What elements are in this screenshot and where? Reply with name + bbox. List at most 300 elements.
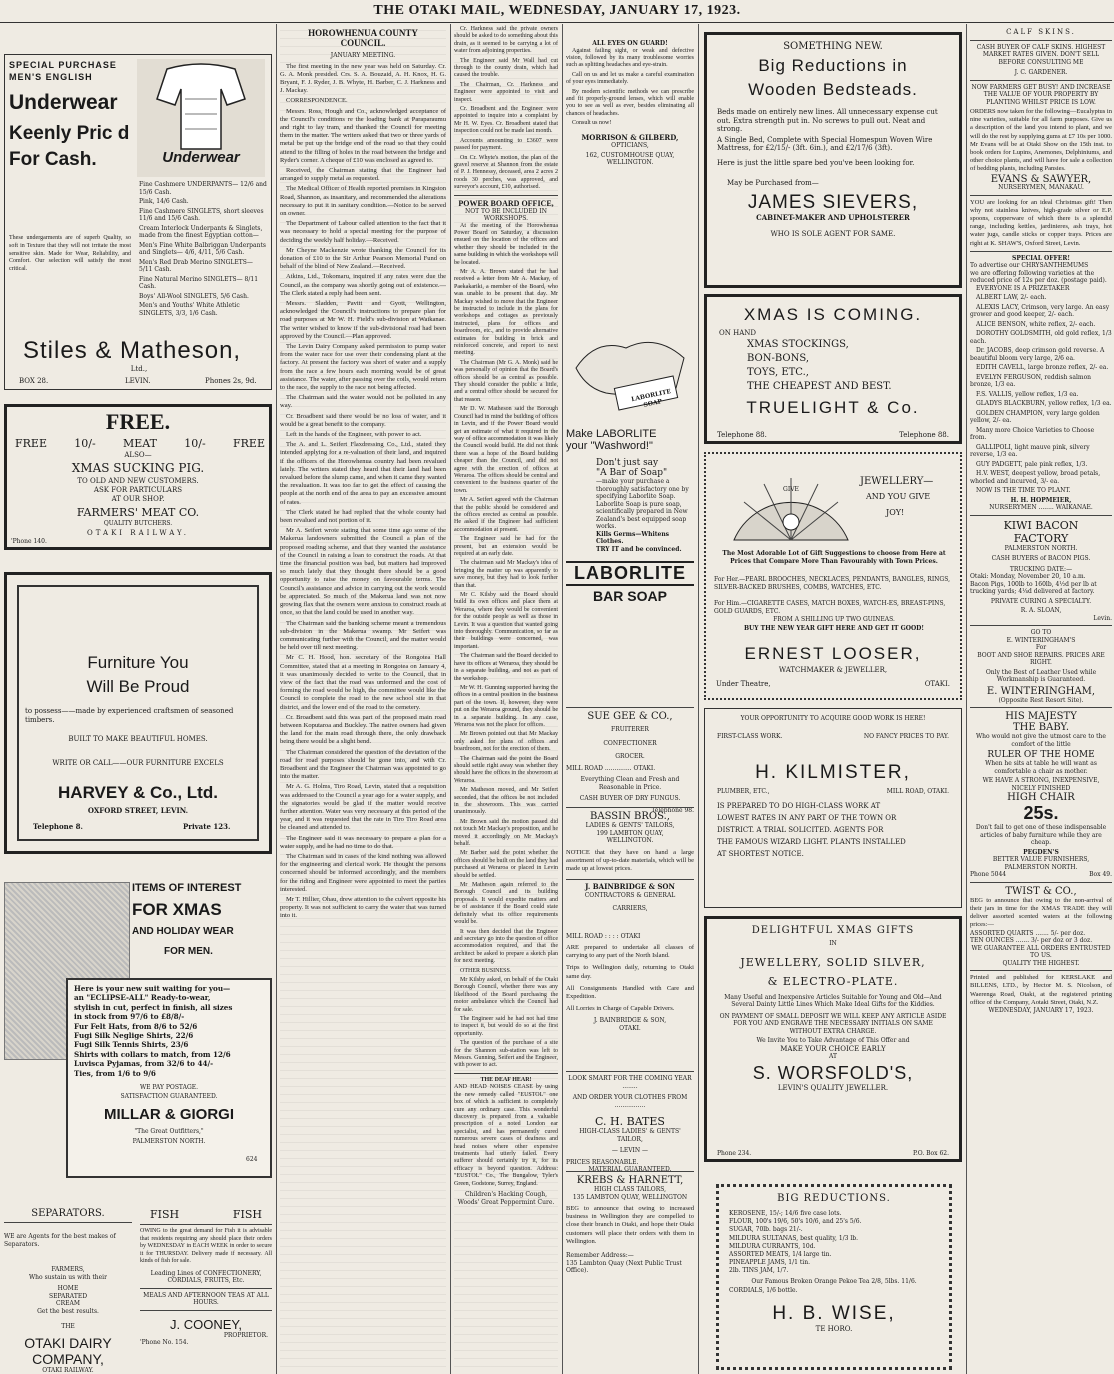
address: OXFORD STREET, LEVIN. — [87, 806, 189, 815]
soap-label: LABORLITE SOAP — [630, 387, 672, 409]
bainbridge-ad — [566, 876, 694, 1032]
paragraph: EVELYN FERGUSON, reddish salmon bronze, 1/3 ea. — [970, 373, 1092, 389]
ad-text: Here is just the little spare bed you've been looking for. — [717, 158, 915, 167]
variety-list — [970, 285, 1112, 495]
ad-headline: THE BABY. — [1012, 722, 1070, 734]
article-headline: THE DEAF HEAR! — [480, 1076, 532, 1083]
list-item: Fine Cashmere SINGLETS, short sleeves 11/6 and 15/6 Cash. — [139, 207, 264, 222]
ad-text: YOU are looking for an ideal Christmas gift! Then why not stainless knives, high-grade silver or E.P. spoons, copperware of which there is a splendid range, including kettles, jardinieres, ash trays, hot water jugs, candle sticks or copper trays. Prices are right at K. SHAW'S, Oxford Street, Levin. — [970, 198, 1112, 247]
firm-name: R. A. SLOAN, — [1020, 607, 1062, 615]
paragraph: Mr Brown pointed out that Mr Mackay only asked for plans of offices and boardroom, not for the erection of them. — [454, 731, 558, 753]
paragraph: EDITH CAVELL, large bronze reflex, 2/- ea. — [976, 364, 1109, 372]
ad-text: YOUR OPPORTUNITY TO ACQUIRE GOOD WORK IS HERE! — [740, 715, 926, 722]
paragraph: The Engineer said he had for the present, but an extension would be required at an early date. — [454, 536, 558, 557]
mens-wear-list — [66, 978, 272, 1178]
ad-text: BOOT AND SHOE REPAIRS. PRICES ARE RIGHT. — [977, 651, 1105, 667]
paragraph: EVERYONE IS A PRIZETAKER — [976, 284, 1070, 292]
paragraph: F.S. VALLIS, yellow reflex, 1/3 ea. — [976, 390, 1079, 398]
paragraph: Messrs. Ross, Hough and Co., acknowledged acceptance of the Council's conditions re the loading bank at Paraparaumu and right to lay tram, and thanked the Council for meeting them in the matter. The writers asked that two or three yards of metal be put up the bridge end of the road so that they could attend to the filling of holes in the road between the bridge and Ryder's corner. A cheque of £10 was enclosed as agreed to. — [280, 107, 446, 164]
article-body — [280, 63, 446, 921]
column-rule — [966, 24, 967, 1374]
ad-text: Many Useful and Inexpensive Articles Suitable for Young and Old—And Several Dainty Little Lines Which Make Ideal Gifts for the Kiddies. — [724, 993, 942, 1008]
column-4 — [566, 24, 694, 1374]
free-row — [15, 437, 265, 450]
paragraph: The Department of Labour called attention to the fact that it was necessary to hold a special meeting for the purpose of deciding the weekly half holiday.—Received. — [280, 220, 446, 244]
box-number: BOX 28. — [19, 377, 49, 385]
paragraph: By modern scientific methods we can prescribe and fit properly-ground lenses, which will enable you to see as well as ever, besides eliminating all chances of headaches. — [566, 88, 694, 117]
looser-ad — [704, 452, 962, 700]
ad-headline: Make LABORLITE — [566, 428, 657, 440]
town: OTAKI. — [924, 680, 950, 688]
town: LEVIN. — [125, 377, 151, 385]
ad-text: SEPARATED — [48, 1292, 88, 1300]
ad-title: FREE. — [105, 409, 171, 434]
price-item: ASSORTED MEATS, 1/4 large tin. — [729, 1251, 832, 1259]
ad-title: Will Be Proud — [86, 677, 190, 696]
ad-text: Beds made on entirely new lines. All unnecessary expense cut out. Extra strength put in. No screws to pull out. Neat and strong. — [717, 108, 938, 133]
ad-text: Otaki: Monday, November 20, 10 a.m. — [970, 573, 1086, 581]
firm-name: H. KILMISTER, — [755, 762, 911, 783]
firm-sub: HIGH CLASS TAILORS, — [593, 1186, 667, 1193]
firm-name: ERNEST LOOSER, — [744, 644, 922, 663]
free-label: FREE — [233, 437, 265, 450]
phones: Phones 2s, 9d. — [205, 377, 257, 385]
list-item: Men's Red Drab Merino SINGLETS— 5/11 Cash. — [139, 258, 253, 273]
town: TE HORO. — [815, 1324, 853, 1333]
ad-text: FROM A SHILLING UP TWO GUINEAS. — [773, 616, 895, 623]
truelight-ad — [704, 294, 962, 444]
bassin-ad — [566, 804, 694, 873]
ad-text: Trips to Wellington daily, returning to Otaki same day. — [566, 964, 694, 980]
list-item: Fugi Silk Tennis Shirts, 23/6 — [74, 1040, 189, 1050]
firm-name: SUE GEE & CO., — [587, 711, 673, 722]
paragraph: Mr Brown said the motion passed did not touch Mr Mackay's proposition, and he moved it accordingly on Mr Mackay's behalf. — [454, 818, 558, 848]
ad-headline: KIWI BACON — [1003, 518, 1079, 532]
ad-text: May be Purchased from— — [727, 179, 819, 187]
firm-name: TWIST & CO., — [1005, 885, 1077, 897]
ad-text: —make your purchase a thoroughly satisfactory one by specifying Laborlite Soap. Laborlite Soap is pure soap, scientifically prepared in New Zealand's best equipped soap works. — [596, 478, 689, 530]
paragraph: NOW IS THE TIME TO PLANT. — [976, 487, 1071, 495]
list-item: Fugi Silk Neglige Shirts, 22/6 — [74, 1031, 194, 1041]
firm-name: J. COONEY, — [169, 1316, 242, 1332]
price-item: 2lb. TINS JAM, 1/7. — [729, 1267, 789, 1275]
paragraph: The chairman said Mr Mackay's idea of bringing the matter up was apparently to save money, but they had to look further than that. — [454, 560, 558, 589]
paragraph: Accounts amounting to £3607 were passed for payment. — [454, 137, 558, 152]
firm-name: H. B. WISE, — [772, 1302, 896, 1324]
ad-text: AT — [828, 1053, 837, 1060]
paragraph: ALBERT LAW, 2/- each. — [976, 294, 1047, 302]
underwear-illustration — [137, 59, 265, 177]
list-item: BON-BONS, — [747, 352, 810, 364]
list-item: Here is your new suit waiting for you— — [74, 984, 231, 993]
paragraph: ALICE BENSON, white reflex, 2/- each. — [976, 320, 1096, 328]
ad-headline: & ELECTRO-PLATE. — [767, 974, 899, 988]
paragraph: Atkins, Ltd., Tokomaru, inquired if any rates were due the Council, as the company was shortly going out of existence.—The Clerk stated a reply had been sent. — [280, 273, 446, 297]
ad-text: CORDIALS, 1/6 bottle. — [729, 1287, 798, 1295]
ad-text: IS PREPARED TO DO HIGH-CLASS WORK AT — [717, 801, 881, 810]
firm-sub: CONTRACTORS & GENERAL — [584, 891, 676, 899]
price-item: KEROSENE, 15/-; 14/6 five case lots. — [729, 1210, 842, 1217]
underwear-ad — [4, 54, 272, 390]
paragraph: The Chairman (Mr G. A. Monk) said he was personally of opinion that the Board's offices should be as central as possible. They should consider the public a little, and a central office should be secured for that reason. — [454, 359, 558, 403]
ad-title: SEPARATORS. — [31, 1208, 105, 1219]
ad-text: Kills Germs—Whitens Clothes. — [596, 530, 670, 545]
free-meat-ad — [4, 404, 272, 550]
ad-headline: HIS MAJESTY — [1005, 711, 1077, 723]
firm-name: H. H. HOPMEIER, — [1010, 496, 1072, 504]
krebs-ad — [566, 1168, 694, 1275]
town: Levin. — [1093, 614, 1112, 622]
paragraph: Messrs. Sladden, Pavitt and Gyott, Wellington, acknowledged the Council's instructions to prepare plan for road purposes at Mr W. H. Field's sub-division at Waikanae. The writer wished to know if the sub-divisional road had been approved by the Council.—Plan approved. — [280, 299, 446, 340]
article-subhead: NOT TO BE INCLUDED IN WORKSHOPS. — [464, 207, 548, 223]
ad-headline: FACTORY — [1013, 531, 1069, 545]
place: PALMERSTON NORTH. — [1004, 544, 1078, 552]
paragraph: Mr Kilsby asked, on behalf of the Otaki Borough Council, whether there was any likelihood of the Board purchasing the motor ambulance which the Council had for sale. — [454, 976, 558, 1013]
price-item: MILDURA SULTANAS, best quality, 1/3 lb. — [729, 1234, 859, 1242]
ad-headline: For Cash. — [9, 149, 97, 170]
ad-text: CONFECTIONER — [603, 739, 657, 747]
ad-text: FARMERS, — [51, 1266, 85, 1273]
ad-text: FRUITERER — [611, 726, 649, 733]
ad-text: Don't fail to get one of these indispensable articles of baby furniture while they are cheap. — [975, 824, 1107, 847]
column-rule — [276, 24, 277, 1374]
ad-text: Remember Address:— — [566, 1252, 634, 1260]
town: — LEVIN — — [611, 1147, 649, 1154]
meat-label: MEAT — [123, 437, 157, 450]
paragraph: The Chairman said the water would not be polluted in any way. — [280, 394, 446, 410]
paragraph: Mr D. W. Matheson said the Borough Council had in mind the building of offices in Levin, and if the Power Board would get an estimate of what it required in the way of office accommodation it was likely the Council would build. He did not think there was a hope of the Board building cheaper than the Council, and did not agree with the erection of offices at Weraroa. The offices should be central and convenient to the business quarter of the town. — [454, 406, 558, 494]
paragraph: Mr C. H. Hood, hon. secretary of the Rongotea Hall Committee, stated that at a meeting in Rongotea on January 4, it was unanimously decided to write to the Council, that in view of the fact that the road was unformed and the cost of forming the road would be high, the committee would like the Council to complete the road to the new school site in that district, and the lower end of the road to the cemetery. — [280, 654, 446, 711]
list-item: an "ECLIPSE-ALL" Ready-to-wear, — [74, 993, 211, 1003]
paragraph: The A. and L. Seifert Flaxdressing Co., Ltd., stated they intended applying for a re-valuation of their land, and inquired if the officers of the Horowhenua country had been revalued lately. The writers stated they heard that their land had been revalued before the slump came, and when it came they wanted the revaluation. It was too far to get the effect of causing the people at the north end of the area to pay an excessive amount of rates. — [280, 441, 446, 506]
paragraph: Mr A. A. Brown stated that he had received a letter from Mr A. Mackay, of Paekakariki, a member of the Board, who was unable to be present that day. Mr Mackay wished to move that the Engineer be instructed to include in the plans for workshops and cottages as previously instructed, plans for offices and boardroom, etc., and to provide alternative estimates for building in brick and reinforced concrete, and report to next meeting. — [454, 268, 558, 357]
ad-text: MATERIAL GUARANTEED. — [588, 1166, 672, 1173]
paragraph: The Medical Officer of Health reported premises in Kingston Road, Shannon, as insanitary, and recommended the alterations necessary to put it in sanitary condition.—Notice to be served on owner. — [280, 185, 446, 217]
paragraph: Left in the hands of the Engineer, with power to act. — [286, 431, 422, 439]
ad-text: BUY THE NEW YEAR GIFT HERE AND GET IT GOOD! — [743, 625, 925, 632]
ad-line: MEN'S ENGLISH — [9, 72, 93, 82]
laborlite-ad — [566, 328, 694, 690]
address: MILL ROAD, OTAKI. — [886, 788, 949, 795]
address: Under Theatre, — [716, 680, 771, 688]
firm-sub: QUALITY BUTCHERS. — [103, 520, 173, 527]
price-item: FLOUR, 100's 19/6, 50's 10/6, and 25's 5/6. — [729, 1218, 862, 1226]
mens-wear-ad — [4, 882, 272, 1180]
masthead: THE OTAKI MAIL, WEDNESDAY, JANUARY 17, 1923. — [0, 0, 1114, 23]
po-box: P.O. Box 62. — [913, 1149, 949, 1157]
ad-text: All Lorries in Charge of Capable Drivers. — [566, 1005, 675, 1013]
ad-text: AND ORDER YOUR CLOTHES FROM ................ — [572, 1094, 688, 1109]
telephone: Telephone 8. — [33, 822, 83, 831]
bates-ad — [566, 1068, 694, 1174]
ad-text: AND YOU GIVE — [866, 492, 931, 501]
list-item: Fur Felt Hats, from 8/6 to 52/6 — [74, 1021, 198, 1031]
ad-text: FIRST-CLASS WORK. — [717, 732, 783, 740]
paragraph: Consult us now! — [572, 120, 612, 127]
firm-sub: LEVIN'S QUALITY JEWELLER. — [777, 1083, 889, 1092]
price-item: SUGAR, 70lb. bags 21/-. — [729, 1226, 803, 1234]
address: 162, CUSTOMHOUSE QUAY, WELLINGTON. — [585, 151, 675, 167]
paragraph: Many more Choice Varieties to Choose from. — [970, 426, 1095, 442]
paragraph: Call on us and let us make a careful examination of your eyes immediately. — [566, 71, 694, 86]
firm-name: BASSIN BROS., — [590, 811, 670, 822]
list-item: Men's Fine White Balbriggan Underpants and Singlets— 4/6, 4/11, 5/6 Cash. — [139, 241, 266, 256]
paragraph: The Chairman said the banking scheme meant a tremendous sub-division in the Makerua swamp. Mr Seifert was communicating further with the Council, and the matter would be held over till next meeting. — [280, 619, 446, 652]
offer-line: TO OLD AND NEW CUSTOMERS. — [77, 477, 199, 485]
address: 135 LAMBTON QUAY, WELLINGTON — [572, 1193, 688, 1201]
paragraph: At the meeting of the Horowhenua Power Board on Saturday, a discussion ensued on the location of the offices and whether they should be included in the same building in which the workshops will be located. — [454, 222, 558, 266]
ad-headline: HIGH CHAIR — [1007, 792, 1075, 804]
column-2 — [280, 24, 446, 1374]
paragraph: Mr W. H. Gunning supported having the offices in a central position in the business part of the town. If, however, they were put on the Weraroa ground, they should be in a separate building. In any case, Weraroa was not the place for offices. — [454, 684, 558, 728]
address: 135 Lambton Quay (Next Public Trust Office). — [566, 1259, 682, 1275]
ad-text: All Consignments Handled with Care and Expedition. — [566, 984, 694, 1001]
ad-headline: DELIGHTFUL XMAS GIFTS — [751, 925, 915, 936]
ad-text: OWING to the great demand for Fish it is advisable that residents requiring any should place their orders by WEDNESDAY in EACH WEEK in order to secure it for THURSDAY. Delivery made if necessary. All kinds of fish for sale. — [140, 1228, 272, 1265]
ad-headline: Keenly Pric d — [9, 123, 130, 144]
signature: J. BAINBRIDGE & SON, — [593, 1017, 667, 1025]
separators-ad — [4, 1208, 132, 1374]
firm-sub: BETTER VALUE FURNISHERS, PALMERSTON NORTH. — [992, 856, 1090, 871]
sievers-ad — [704, 32, 962, 288]
paragraph: The Engineer said he had not had time to inspect it, but would do so at the first opportunity. — [454, 1015, 558, 1037]
ad-code: 624 — [246, 1156, 258, 1163]
firm-sub: CARRIERS, — [612, 905, 648, 912]
ad-text: PRIVATE CURING A SPECIALTY. — [990, 597, 1092, 605]
place: OTAKI RAILWAY. — [42, 1366, 94, 1374]
town: WELLINGTON. — [606, 837, 654, 844]
ad-text: BUILT TO MAKE BEAUTIFUL HOMES. — [68, 735, 208, 743]
ad-text: HOME — [57, 1285, 79, 1292]
ad-text: ON PAYMENT OF SMALL DEPOSIT WE WILL KEEP ANY ARTICLE ASIDE FOR YOU AND ENGRAVE THE NECESSARY INITIALS ON SAME WITHOUT EXTRA CHARGE. — [719, 1012, 947, 1035]
ad-text: WRITE OR CALL——OUR FURNITURE EXCELS — [52, 759, 224, 767]
paragraph: H.V. WEST, deepest yellow, broad petals, whorled and incurved, 3/- ea. — [970, 470, 1101, 485]
ad-text: LOOK SMART FOR THE COMING YEAR ........ — [568, 1075, 692, 1090]
firm-sub: WATCHMAKER & JEWELLER, — [778, 666, 888, 674]
ad-text: CREAM — [56, 1300, 80, 1307]
list-item: stylish in cut, perfect in finish, all sizes — [74, 1002, 233, 1012]
ad-text: QUALITY THE HIGHEST. — [1002, 959, 1080, 967]
fan-illustration-icon — [724, 462, 854, 542]
amount: 10/- — [74, 437, 96, 450]
fish-ad — [140, 1208, 272, 1374]
ad-text: Who would not give the utmost care to the comfort of the little — [976, 733, 1106, 748]
offer: XMAS SUCKING PIG. — [71, 461, 205, 475]
paragraph: Cr. Broadbent said this was part of the proposed main road between Koputaroa and Buckley. The native owners had given the land for the main road through there, the only drawback being there would be a slight bend. — [280, 713, 446, 746]
firm-name: MILLAR & GIORGI — [104, 1106, 234, 1123]
ad-text: to possess——made by experienced craftsmen of seasoned timbers. — [25, 707, 234, 724]
list-item: TOYS, ETC., — [747, 366, 809, 378]
ad-title: SOMETHING NEW. — [783, 41, 883, 52]
telephone: Phone 234. — [717, 1149, 752, 1157]
paragraph: Against failing sight, or weak and defective vision, followed by its many troublesome worries such as splitting headaches and eye-strain. — [566, 47, 694, 69]
paragraph: Dr. JACOBS, deep crimson gold reverse. A beautiful bloom very large, 2/6 ea. — [970, 347, 1105, 362]
price-item: TEN OUNCES ....... 3/- per doz or 3 doz. — [970, 937, 1093, 945]
ad-text: GO TO — [1030, 629, 1052, 637]
firm-name: JAMES SIEVERS, — [747, 191, 919, 213]
ad-text: THE FAMOUS WIZARD LIGHT. PLANTS INSTALLED — [717, 837, 906, 846]
ad-title: CALF SKINS. — [1006, 28, 1076, 36]
list-item: Boys' All-Wool SINGLETS, 5/6 Cash. — [139, 292, 249, 300]
place: PALMERSTON NORTH. — [132, 1138, 206, 1145]
po-box: Box 49. — [1089, 871, 1112, 879]
paragraph: The Engineer said it was necessary to prepare a plan for a water supply, and he had no time to do that. — [280, 834, 446, 850]
ad-text: To advertise our CHRYSANTHEMUMS — [970, 262, 1089, 270]
ad-text: WE GUARANTEE ALL ORDERS ENTRUSTED TO US. — [971, 944, 1111, 960]
ad-text: TRY IT and be convinced. — [596, 545, 682, 553]
ad-text: TRUCKING DATE:— — [1009, 565, 1073, 573]
paragraph: The Levin Dairy Company asked permission to pump water from the water race for use over their condensing plant at the factory. At present the factory was short of water and a supply from the race a few hours each morning would be of great assistance. The water, after passing over the coils, would return to the race, the supply to the race not being affected. — [280, 343, 446, 392]
tagline: "The Great Outfitters," — [134, 1128, 204, 1135]
column-6 — [970, 24, 1112, 1374]
telephone: Telephone 88. — [899, 430, 949, 439]
paragraph: DOROTHY GOLDSMITH, old gold reflex, 1/3 each. — [970, 330, 1112, 345]
paragraph: Mr T. Hillier, Ohau, drew attention to the culvert opposite his property. It was not sufficient to carry the water that was turned into it. — [280, 896, 446, 920]
article-subhead: JANUARY MEETING. — [330, 52, 396, 59]
imprint-date: WEDNESDAY, JANUARY 17, 1923. — [988, 1006, 1094, 1014]
ad-text: Our Famous Broken Orange Pekoe Tea 2/8, 5lbs. 11/6. — [751, 1277, 917, 1285]
amount: 10/- — [184, 437, 206, 450]
ad-text: DISTRICT. A TRIAL SOLICITED. AGENTS FOR — [717, 825, 884, 834]
also: ALSO— — [124, 451, 152, 459]
ad-text: NO FANCY PRICES TO PAY. — [863, 732, 949, 740]
ad-note: These undergarments are of superb Quality, so soft in Texture that they will not irritate the most sensitive skin. Made for Wear, Reliability, and Comfort. Our selection will satisfy the most critical. — [9, 235, 131, 273]
ad-text: A Single Bed, Complete with Special Homespun Woven Wire Mattress, for £2/15/- (3ft. 6in.), and £2/17/6 (3ft). — [717, 135, 933, 152]
column-1 — [2, 24, 274, 1374]
paragraph: Cr. Broadbent said there would be no loss of water, and it would be a great benefit to the company. — [280, 412, 446, 428]
telephone: Telephone 88. — [717, 430, 767, 439]
ad-headline: JEWELLERY— — [860, 476, 934, 487]
ad-text: Bacon Pigs, 100lb to 160lb, 4½d per lb at trucking yards; 4¼d delivered at factory. — [970, 580, 1097, 596]
paragraph: The Chairman said the point the Board should settle right away was whether they should have the offices in the showroom at Weraroa. — [454, 755, 558, 784]
list-item: in stock from 97/6 to £8/8/- — [74, 1012, 185, 1022]
article-headline: HOROWHENUA COUNTY — [308, 28, 418, 38]
paragraph: Mr Matheson moved, and Mr Seifert seconded, that the offices be not included in the showroom. This was carried unanimously. — [454, 787, 558, 816]
paragraph: The Engineer said Mr Wall had cut through to the county drain, which had caused the trouble. — [454, 57, 558, 79]
firm-name: OTAKI DAIRY — [24, 1334, 112, 1351]
logo-text: Underwear — [162, 149, 240, 166]
offer-line: ASK FOR PARTICULARS — [93, 486, 183, 494]
ad-text: MEALS AND AFTERNOON TEAS AT ALL HOURS. — [143, 1291, 269, 1307]
list-item: Luvisca Pyjamas, from 32/6 to 44/- — [74, 1059, 214, 1069]
article-headline: POWER BOARD OFFICE, — [458, 198, 554, 208]
ad-text: BEG to announce that owing to increased business in Wellington they are compelled to close their branch in Otaki, and hope their Otaki customers will place their orders with them in Wellington. — [566, 1205, 694, 1245]
column-rule — [450, 24, 451, 1374]
ad-text: GROCER. — [615, 753, 645, 760]
ad-title: FISH — [150, 1208, 180, 1221]
article-body — [454, 26, 558, 192]
firm-name: C. H. BATES — [595, 1115, 665, 1128]
proprietor: PROPRIETOR. — [223, 1331, 268, 1339]
price: 25s. — [1023, 803, 1059, 824]
firm-name: MORRISON & GILBERD, — [581, 132, 679, 142]
firm-name: J. C. GARDENER. — [1014, 69, 1068, 76]
firm-name: E. WINTERINGHAM, — [986, 685, 1096, 697]
list-item: Shirts with collars to match, from 12/6 — [74, 1049, 231, 1059]
ad-text: For Her.—PEARL BROOCHES, NECKLACES, PENDANTS, BANGLES, RINGS, SILVER-BACKED BRUSHES, COMBS, WATCHES, ETC. — [714, 576, 951, 591]
article-body: AND HEAD NOISES CEASE by using the new remedy called "EUSTOL" one box of which is sufficient to completely cure any ordinary case. This wonderful discovery is prepared from a valuable prescription of a noted London ear specialist, and has permanently cured numerous severe cases of deafness and head noises where other expensive treatments had utterly failed. Every sufferer should certainly try it, for its efficacy is beyond question. Address: "EUSTOL" Co., The Bungalow, Tyler's Green, Godstone, Surrey, England. — [454, 1084, 558, 1187]
address: MILL ROAD .............. OTAKI. — [566, 764, 656, 772]
ad-text: CASH BUYER OF CALF SKINS. HIGHEST MARKET RATES GIVEN. DON'T SELL BEFORE CONSULTING ME — [976, 43, 1106, 66]
firm-sub: NURSERYMEN, MANAKAU. — [998, 184, 1084, 192]
list-item: Fine Natural Merino SINGLETS— 8/11 Cash. — [139, 275, 259, 290]
ad-text: WHO IS SOLE AGENT FOR SAME. — [770, 230, 896, 238]
ad-text: Who sustain us with their — [29, 1273, 107, 1281]
ad-title: FISH — [232, 1208, 262, 1221]
paragraph: OTHER BUSINESS. — [460, 967, 512, 974]
paragraph: Mr C. Kilsby said the Board should build its own offices and place them at Weraroa, where they would be convenient for the outside people as well as those in Levin. It was a question that wanted going into thoroughly. Communication, so far as their buildings were concerned, was important. — [454, 592, 558, 650]
ad-text: CASH BUYERS of BACON PIGS. — [991, 555, 1091, 563]
signature: OTAKI. — [619, 1024, 641, 1032]
ad-text: Don't just say — [596, 458, 659, 468]
ad-text: For Him.—CIGARETTE CASES, MATCH BOXES, WATCH-ES, BREAST-PINS, GOLD GUARDS, ETC. — [714, 600, 946, 615]
paragraph: It was then decided that the Engineer and secretary go into the question of office accommodation required, and that the architect be asked to prepare a sketch plan for next meeting. — [454, 928, 558, 965]
column-rule — [562, 24, 563, 1374]
firm-sub: CABINET-MAKER AND UPHOLSTERER — [756, 212, 910, 222]
paragraph: Mr A. G. Holms, Tiro Road, Levin, stated that a requisition was addressed to the Council a year ago for a water supply, and the signatories would be glad if the matter would receive further attention. Water was very necessary at this period of the year, and it was requested that the rate in Tiro Tiro Road area be cleaned and attended to. — [280, 783, 446, 832]
paragraph: The question of the purchase of a site for the Shannon sub-station was left to Messrs. Gunning, Seifert and the Engineer, with power to act. — [454, 1040, 558, 1069]
paragraph: The Clerk stated he had replied that the whole county had been revalued and not portion of it. — [280, 508, 446, 525]
wise-ad — [716, 1184, 952, 1370]
column-5 — [702, 24, 964, 1374]
ad-headline: FOR MEN. — [164, 946, 213, 957]
ad-headline: Wooden Bedsteads. — [748, 80, 918, 99]
paragraph: Mr Matheson again referred to the Borough Council and its building proposals. It would expedite matters and be of assistance if the Board could state definitely what its office requirements would be. — [454, 882, 558, 926]
furniture-inner — [17, 585, 259, 841]
phone: 'Phone No. 154. — [140, 1339, 189, 1347]
paragraph: Cr. Harkness said the private owners should be asked to do something about this drain, as it seemed to be carrying a lot of water from adjoining properties. — [454, 26, 558, 55]
ad-headline: AND HOLIDAY WEAR — [132, 926, 234, 937]
paragraph: The Chairman considered the question of the deviation of the road for road purposes should be gone into, and with Cr. Broadbent and the Engineer the Chairman was appointed to go into the matter. — [280, 748, 446, 781]
ad-text: THE — [61, 1323, 75, 1330]
telephone: Private 123. — [183, 822, 231, 831]
firm-sub: NURSERYMEN ........ WAIKANAE. — [989, 504, 1093, 512]
ad-text: PRICES REASONABLE. — [566, 1158, 639, 1166]
ad-headline: FOR XMAS — [132, 900, 222, 919]
ad-headline: your "Washword!" — [566, 440, 653, 452]
place: OTAKI RAILWAY. — [87, 529, 189, 537]
ad-headline: ITEMS OF INTEREST — [132, 882, 242, 894]
column-rule — [698, 24, 699, 1374]
ad-text: ON HAND — [719, 329, 756, 337]
brand-sub: BAR SOAP — [593, 588, 667, 604]
phone: 'Phone 140. — [11, 538, 47, 545]
ad-text: Get the best results. — [37, 1307, 99, 1315]
paragraph: Received, the Chairman stating that the Engineer had arranged to supply metal as requested. — [280, 166, 446, 183]
price-item: PINEAPPLE JAMS, 1/1 tin. — [729, 1259, 810, 1267]
item-list — [139, 181, 267, 319]
furniture-ad — [4, 572, 272, 854]
list-item: Fine Cashmere UNDERPANTS— 12/6 and 15/6 Cash. — [139, 181, 267, 196]
notice: Children's Hacking Cough, Woods' Great Peppermint Cure. — [457, 1191, 555, 1206]
paragraph: Mr Cheyne Mackenzie wrote thanking the Council for its donation of £10 to the Sir Arthur Pearson Memorial Fund on behalf of the blind of New Zealand.—Received. — [280, 246, 446, 271]
ad-text: Only the Best of Leather Used while Workmanship is Guaranteed. — [985, 668, 1097, 684]
price-item: MILDURA CURRANTS, 10d. — [729, 1242, 816, 1250]
firm-sub: HIGH-CLASS LADIES' & GENTS' TAILOR, — [579, 1128, 681, 1143]
paragraph: Mr A. Seifert agreed with the Chairman that the public should be considered and the offices erected as central as possible. He asked if the Engineer had sufficient accommodation at present. — [454, 497, 558, 533]
ad-text: When he sits at table he will want as comfortable a chair as mother. — [985, 760, 1097, 775]
ad-headline: XMAS IS COMING. — [743, 305, 923, 324]
paragraph: The Chairman said the Board decided to have its offices at Weraroa, they should be in a separate building, and not as part of the workshop. — [454, 653, 558, 682]
ad-text: JOY! — [886, 508, 905, 517]
paragraph: Mr A. Seifert wrote stating that some time ago some of the Makerua landowners submitted the Council a plan of the proposed roading scheme, and that they wanted the assistance of the Council in raising a loan to construct the roads. At that time the financial position was bad, but matters had improved so much lately that they thought there should be a good opportunity to raise the money on favourable terms. The Council's assistance and advice in carrying out the work would be appreciated. So much of the Makerua land was not now growing flax that the owners were anxious to construct roads at once, so that the land could be used in another way. — [280, 527, 446, 617]
ad-text: "A Bar of Soap" — [596, 468, 668, 478]
ad-line: SPECIAL PURCHASE — [9, 60, 117, 70]
ad-text: NOTICE that they have on hand a large assortment of up-to-date materials, which will be made up at lowest prices. — [566, 848, 694, 872]
firm-sub: LADIES & GENTS' TAILORS, — [585, 822, 675, 829]
brand-logo: LABORLITE — [566, 561, 694, 586]
firm-name: COMPANY, — [32, 1350, 104, 1367]
